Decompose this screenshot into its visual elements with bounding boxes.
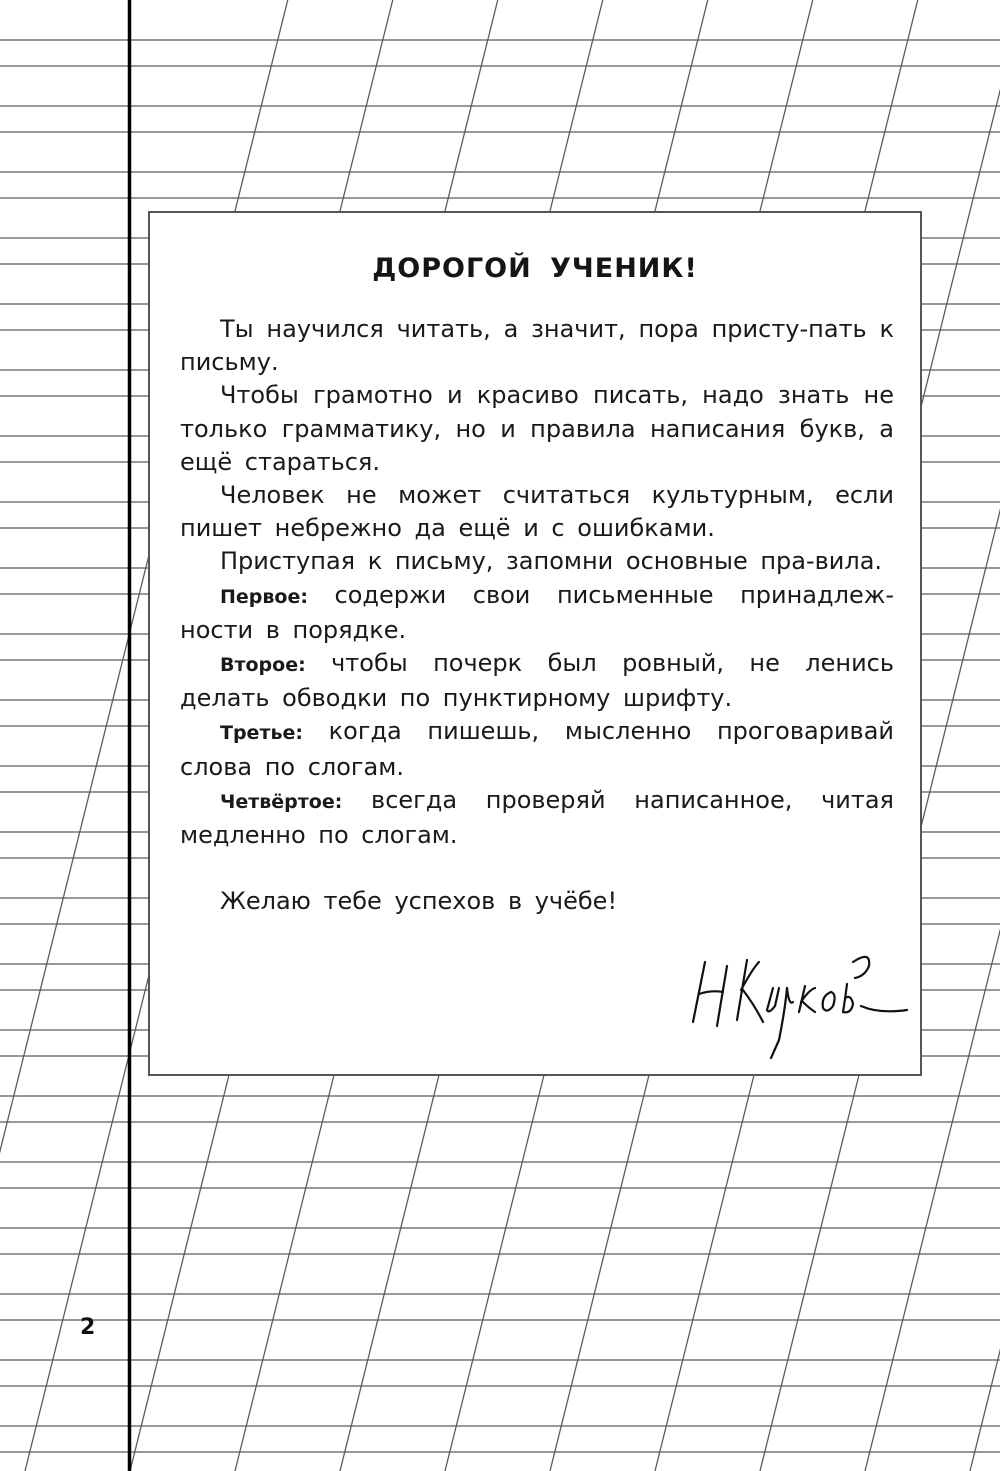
rule-text: когда пишешь, мысленно проговаривай слова по слогам.: [180, 717, 894, 781]
slant-line: [970, 0, 1000, 1471]
rule-item: [180, 647, 894, 715]
paragraph: Приступая к письму, запомни основные пра-вила.: [220, 547, 883, 576]
letter-body: [180, 313, 894, 918]
paragraph: Человек не может считаться культурным, если пишет небрежно да ещё и с ошибками.: [180, 481, 894, 543]
rule-text: содержи свои письменные принадлеж-ности в порядке.: [180, 580, 894, 644]
paragraph: Ты научился читать, а значит, пора присту-пать к письму.: [180, 315, 894, 377]
rule-item: [180, 579, 894, 647]
rule-label: Второе:: [220, 654, 306, 677]
rule-label: Четвёртое:: [220, 790, 343, 813]
rule-label: Третье:: [220, 722, 303, 745]
paragraph: Чтобы грамотно и красиво писать, надо знать не только грамматику, но и правила написания букв, а ещё стараться.: [180, 381, 894, 476]
rule-label: Первое:: [220, 585, 308, 608]
signature: [675, 940, 911, 1065]
rule-item: [180, 715, 894, 783]
closing-wish: Желаю тебе успехов в учёбе!: [220, 887, 618, 916]
letter-box: [148, 211, 922, 1076]
rule-item: [180, 784, 894, 852]
page-number: 2: [80, 1315, 96, 1340]
letter-title: ДОРОГОЙ УЧЕНИК!: [372, 253, 698, 284]
rule-text: всегда проверяй написанное, читая медленно по слогам.: [180, 785, 894, 850]
rule-text: чтобы почерк был ровный, не ленись делать обводки по пунктирному шрифту.: [180, 649, 895, 713]
